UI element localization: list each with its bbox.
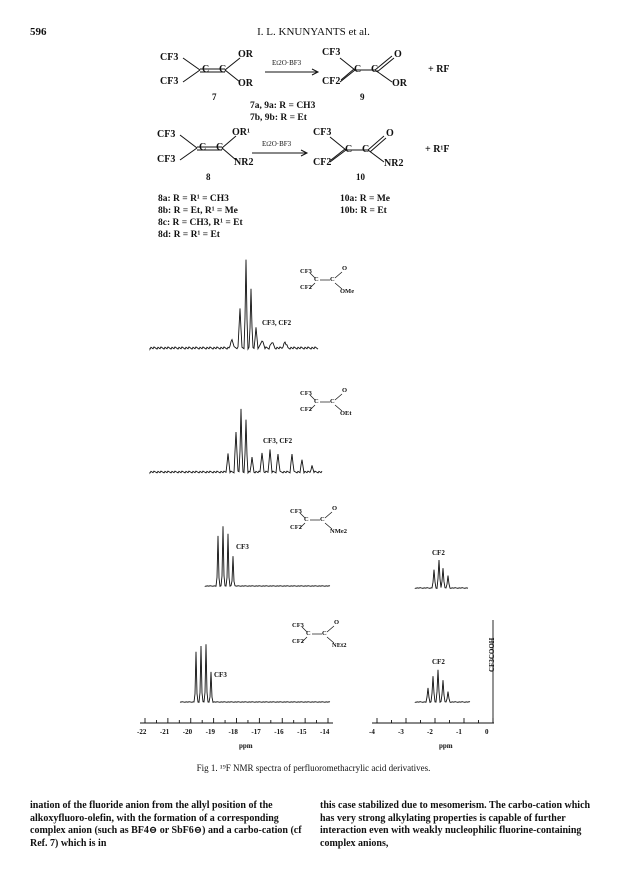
r1-defs [250, 100, 315, 124]
r1-prod-c1: C [354, 64, 362, 75]
axis-left-tick-label: -21 [159, 728, 170, 736]
spec1-mol-c2: C [330, 276, 335, 283]
axis-left-tick-label: -14 [320, 728, 330, 736]
r2-left-cf3-top: CF3 [157, 129, 176, 140]
r1-prod-cf2: CF2 [322, 76, 341, 87]
body-right-column: this case stabilized due to mesomerism. The carbo-cation which has very strong alkylating properties is capable of further interaction even with weakly nucleophilic fluorine-containing complex anions, [320, 800, 591, 849]
spec3-mol-o: O [332, 505, 338, 512]
r1-num-left: 7 [212, 92, 217, 102]
r2-num-right: 10 [356, 172, 365, 182]
running-head: I. L. KNUNYANTS et al. [257, 26, 370, 38]
r1-left-c1: C [202, 64, 210, 75]
r2-num-left: 8 [206, 172, 211, 182]
spec1-mol-substituent: OMe [340, 288, 355, 295]
axis-left-tick-label: -15 [297, 728, 307, 736]
axis-right-tick-label: -1 [456, 728, 462, 736]
axis-left-tick-label: -17 [251, 728, 261, 736]
spec1-mol-o: O [342, 265, 348, 272]
spec2-mol-c1: C [314, 398, 319, 405]
spec3-mol-cf2: CF2 [290, 524, 302, 531]
spec3-mol-substituent: NMe2 [330, 528, 347, 535]
spec1-mol-cf3: CF3 [300, 268, 312, 275]
r2-or1-top: OR¹ [232, 127, 250, 138]
def-8a: 8a: R = R¹ = CH3 [158, 194, 229, 204]
spec2-mol-cf3: CF3 [300, 390, 312, 397]
r1-num-right: 9 [360, 92, 365, 102]
axis-right-tick-label: -4 [369, 728, 375, 736]
r2-prod-cf2: CF2 [313, 157, 332, 168]
r2-prod-o: O [386, 128, 394, 139]
r2-byproduct: + R¹F [425, 144, 450, 155]
r1-left-cf3-bottom: CF3 [160, 76, 179, 87]
spec4-mol-cf2: CF2 [292, 638, 304, 645]
spec1-label: CF3, CF2 [262, 319, 292, 327]
axis-left-tick-label: -18 [228, 728, 238, 736]
def-8c: 8c: R = CH3, R¹ = Et [158, 218, 243, 228]
r1-byproduct: + RF [428, 64, 450, 75]
spec1-mol-c1: C [314, 276, 319, 283]
r2-prod-c1: C [345, 144, 353, 155]
spectrum-4-left-trace [180, 644, 330, 702]
spectrum-3-right-trace [415, 560, 468, 588]
def-8d: 8d: R = R¹ = Et [158, 230, 220, 240]
r2-left-c1: C [199, 142, 207, 153]
r2-left-c2: C [216, 142, 224, 153]
spec4-mol-o: O [334, 619, 340, 626]
axis-right-tick-label: -2 [427, 728, 433, 736]
spec4-mol-substituent: NEt2 [332, 642, 347, 649]
spec4-label-cf2: CF2 [432, 658, 445, 666]
r1-def-a: 7a, 9a: R = CH3 [250, 101, 316, 111]
axis-right-tick-label: -3 [398, 728, 404, 736]
defs-8 [158, 193, 243, 241]
axis-left-tick-label: -20 [182, 728, 193, 736]
axis-right-tick-label: 0 [485, 728, 489, 736]
spec3-label-cf3: CF3 [236, 543, 249, 551]
defs-10 [340, 193, 390, 217]
r2-prod-cf3: CF3 [313, 127, 332, 138]
spec3-mol-cf3: CF3 [290, 508, 302, 515]
r1-prod-o: O [394, 49, 402, 60]
spectrum-3-left-trace [205, 526, 330, 586]
r1-reagent: Et2O·BF3 [272, 59, 302, 67]
r2-left-cf3-bottom: CF3 [157, 154, 176, 165]
r1-prod-or: OR [392, 78, 407, 89]
spec4-mol-cf3: CF3 [292, 622, 304, 629]
figure-caption: Fig 1. ¹⁹F NMR spectra of perfluoromethacrylic acid derivatives. [196, 763, 431, 773]
spec3-mol-c2: C [320, 516, 325, 523]
spec4-mol-c2: C [322, 630, 327, 637]
spec4-mol-c1: C [306, 630, 311, 637]
r2-prod-c2: C [362, 144, 370, 155]
r2-reagent: Et2O·BF3 [262, 140, 292, 148]
spec2-mol-substituent: OEt [340, 410, 352, 417]
spec3-label-cf2: CF2 [432, 549, 445, 557]
spec2-mol-cf2: CF2 [300, 406, 312, 413]
def-10b: 10b: R = Et [340, 206, 387, 216]
spec2-mol-o: O [342, 387, 348, 394]
def-10a: 10a: R = Me [340, 194, 390, 204]
spec1-mol-cf2: CF2 [300, 284, 312, 291]
spec4-label-cf3: CF3 [214, 671, 227, 679]
r1-def-b: 7b, 9b: R = Et [250, 113, 307, 123]
spectrum-2-trace [150, 409, 322, 473]
spec2-mol-c2: C [330, 398, 335, 405]
reference-label: CF3COOH [488, 637, 496, 672]
axis-right-unit: ppm [439, 742, 453, 750]
spec2-label: CF3, CF2 [263, 437, 293, 445]
axis-left-tick-label: -19 [205, 728, 215, 736]
r1-left-c2: C [219, 64, 227, 75]
r1-or-bottom: OR [238, 78, 253, 89]
r1-prod-cf3: CF3 [322, 47, 341, 58]
spectrum-1-trace [150, 260, 318, 350]
axis-left-tick-label: -22 [137, 728, 147, 736]
page-number: 596 [30, 26, 47, 38]
r2-nr2-bottom: NR2 [234, 157, 254, 168]
axis-left-unit: ppm [239, 742, 253, 750]
spectrum-4-right-trace [415, 670, 470, 703]
body-left-column: ination of the fluoride anion from the allyl position of the alkoxyfluoro-olefin, with the formation of a corresponding complex anion (such as BF4⊖ or SbF6⊖) and a carbo-cation (cf Ref. 7) which is in [30, 800, 302, 849]
r1-prod-c2: C [371, 64, 379, 75]
r1-left-cf3-top: CF3 [160, 52, 179, 63]
axis-left-tick-label: -16 [274, 728, 284, 736]
def-8b: 8b: R = Et, R¹ = Me [158, 206, 238, 216]
r2-prod-nr2: NR2 [384, 158, 404, 169]
spec3-mol-c1: C [304, 516, 309, 523]
r1-or-top: OR [238, 49, 253, 60]
